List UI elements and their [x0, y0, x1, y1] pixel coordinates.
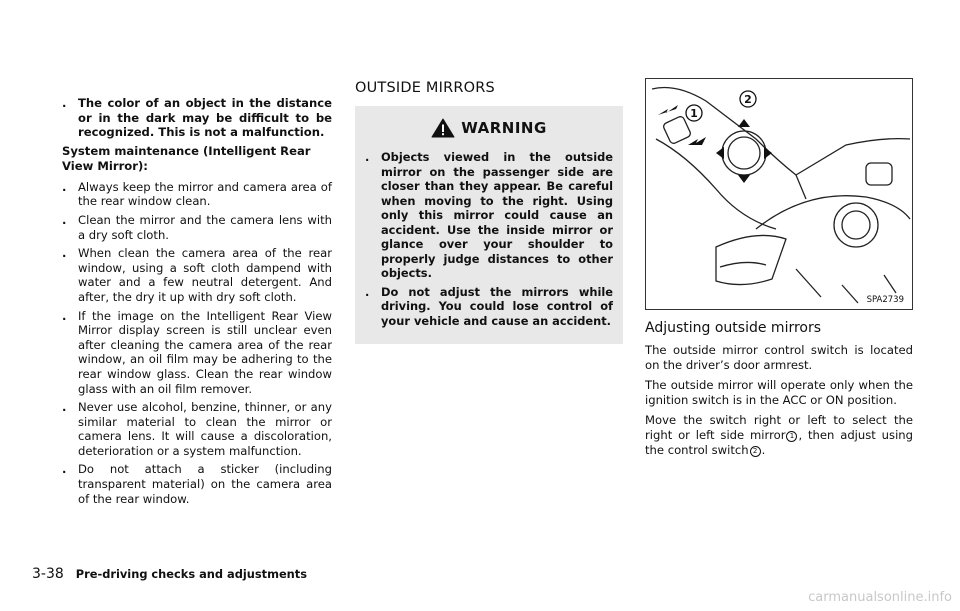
figure-code: SPA2739 — [866, 295, 904, 305]
list-item: . Clean the mirror and the camera lens with a dry soft cloth. — [62, 212, 332, 242]
list-item: . Never use alcohol, benzine, thinner, or any similar material to clean the mirror or camera lens. It will cause a discoloration, deterioration or a system malfunction. — [62, 400, 332, 458]
page-footer — [32, 566, 307, 582]
warning-triangle-icon — [431, 118, 455, 138]
list-item: . When clean the camera area of the rear window, using a soft cloth dampend with water and a few neutral detergent. And after, the dry it up with dry soft cloth. — [62, 246, 332, 304]
list-item: . Do not attach a sticker (including transparent material) on the camera area of the rear window. — [62, 462, 332, 506]
paragraph-location: The outside mirror control switch is located on the driver’s door armrest. — [645, 343, 913, 372]
callout-1: 1 — [690, 107, 698, 120]
mirror-switch-illustration — [645, 78, 913, 310]
callout-2: 2 — [744, 93, 752, 106]
warning-header — [365, 118, 613, 138]
warning-item: . Objects viewed in the outside mirror on the passenger side are closer than they appear. Be careful when moving to the right. Using only this mirror could cause an accident. Use the inside mirror or glance over your shoulder to properly judge distances to other objects. — [365, 150, 613, 280]
section-title: Pre-driving checks and adjustments — [75, 567, 308, 581]
middle-column — [355, 80, 623, 344]
intro-bullet: . The color of an object in the distance or in the dark may be difficult to be recognized. This is not a malfunction. — [62, 96, 332, 140]
paragraph-instructions: Move the switch right or left to select the right or left side mirror 1 , then adjust using the control switch 2 . — [645, 413, 913, 457]
section-heading: OUTSIDE MIRRORS — [355, 80, 495, 96]
adjusting-mirrors-heading: Adjusting outside mirrors — [645, 320, 822, 336]
warning-title: WARNING — [461, 119, 547, 137]
left-column — [62, 96, 332, 510]
warning-box — [355, 106, 623, 344]
list-item: . Always keep the mirror and camera area of the rear window clean. — [62, 179, 332, 209]
list-item: . If the image on the Intelligent Rear View Mirror display screen is still unclear even after cleaning the camera area of the rear window, an oil film may be adhering to the rear window glass. Clean the rear window glass with an oil film remover. — [62, 308, 332, 396]
mirror-switch-drawing — [646, 79, 912, 309]
paragraph-operation: The outside mirror will operate only when the ignition switch is in the ACC or ON position. — [645, 378, 913, 407]
ref-2-icon: 2 — [750, 446, 761, 457]
warning-item: . Do not adjust the mirrors while driving. You could lose control of your vehicle and cause an accident. — [365, 284, 613, 328]
ref-1-icon: 1 — [786, 431, 797, 442]
maintenance-subheading: System maintenance (Intelligent Rear View Mirror): — [62, 143, 311, 173]
page-number: 3-38 — [32, 566, 64, 582]
right-column — [645, 78, 913, 463]
watermark: carmanualsonline.info — [808, 590, 952, 605]
